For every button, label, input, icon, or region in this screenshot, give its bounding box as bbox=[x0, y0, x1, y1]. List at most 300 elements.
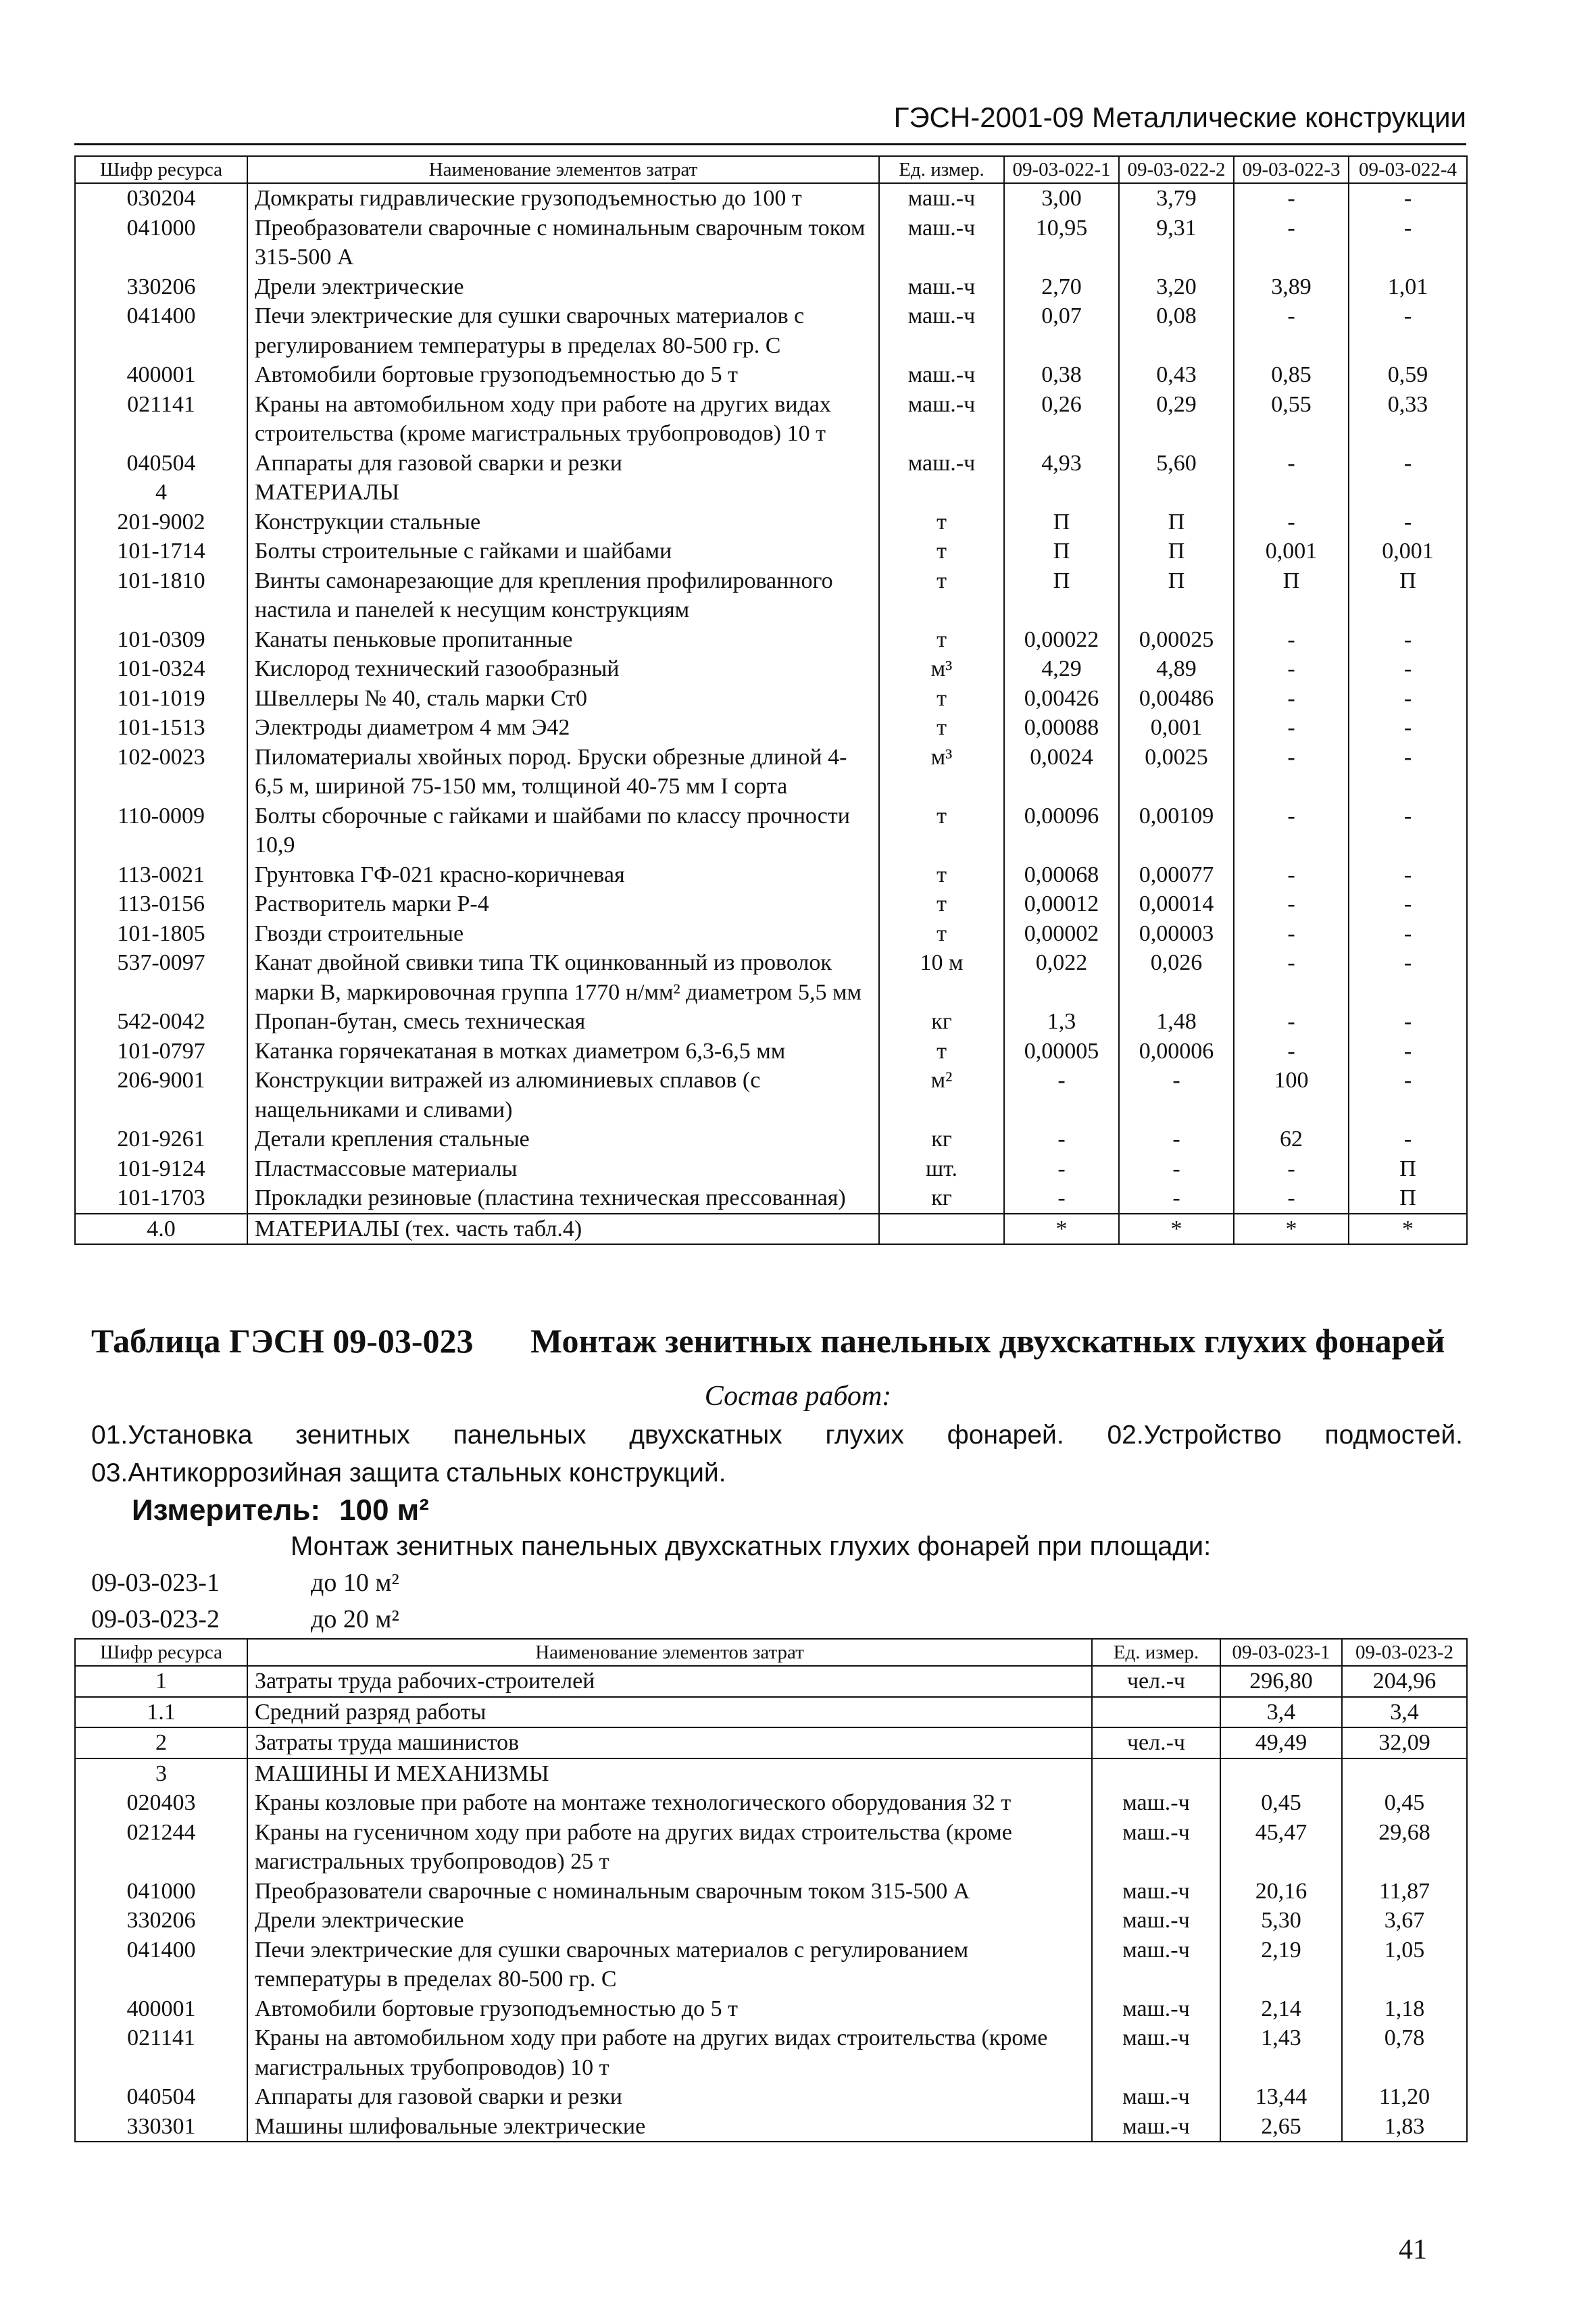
cell-value: * bbox=[1349, 1214, 1467, 1245]
table-row bbox=[75, 1877, 1467, 1906]
cell-value: - bbox=[1349, 684, 1467, 714]
cell-value: 0,43 bbox=[1119, 360, 1234, 390]
column-header: 09-03-022-1 bbox=[1004, 156, 1119, 183]
cell-unit: т bbox=[879, 684, 1004, 714]
cell-value: 296,80 bbox=[1220, 1666, 1342, 1697]
table-row bbox=[75, 1154, 1467, 1184]
cell-value: П bbox=[1004, 537, 1119, 566]
cell-value: - bbox=[1234, 713, 1349, 743]
cell-name: Кислород технический газообразный bbox=[247, 654, 879, 684]
table-row bbox=[75, 214, 1467, 272]
cell-value: 0,07 bbox=[1004, 301, 1119, 360]
variant-code: 09-03-023-1 bbox=[91, 1569, 220, 1597]
section-row bbox=[75, 478, 1467, 508]
cell-unit: т bbox=[879, 919, 1004, 949]
cell-value: 0,00077 bbox=[1119, 860, 1234, 890]
cell-value: - bbox=[1349, 1066, 1467, 1125]
cell-value: 1,05 bbox=[1342, 1936, 1467, 1994]
page-number: 41 bbox=[1399, 2234, 1427, 2265]
cell-value: П bbox=[1119, 566, 1234, 625]
table-row bbox=[75, 566, 1467, 625]
cell-value: - bbox=[1349, 1125, 1467, 1154]
cell-value: П bbox=[1234, 566, 1349, 625]
cell-value: - bbox=[1349, 508, 1467, 537]
cell-value: П bbox=[1004, 566, 1119, 625]
cell-name: Пластмассовые материалы bbox=[247, 1154, 879, 1184]
table-row bbox=[75, 449, 1467, 478]
cell-name: Пиломатериалы хвойных пород. Бруски обрезные длиной 4-6,5 м, шириной 75-150 мм, толщиной 40-75 мм I сорта bbox=[247, 743, 879, 802]
column-header: Ед. измер. bbox=[1092, 1639, 1220, 1666]
cell-name: Конструкции стальные bbox=[247, 508, 879, 537]
cell-value: 0,08 bbox=[1119, 301, 1234, 360]
cell-value: - bbox=[1119, 1125, 1234, 1154]
column-header: 09-03-023-2 bbox=[1342, 1639, 1467, 1666]
cell-code: 4.0 bbox=[75, 1214, 247, 1245]
table-row bbox=[75, 654, 1467, 684]
table-row bbox=[75, 1727, 1467, 1758]
table-row bbox=[75, 1007, 1467, 1037]
header-rule bbox=[74, 143, 1466, 145]
cell-unit: т bbox=[879, 1037, 1004, 1066]
cell-unit: маш.-ч bbox=[879, 360, 1004, 390]
cell-code: 020403 bbox=[75, 1788, 247, 1818]
cell-value: 1,43 bbox=[1220, 2023, 1342, 2082]
table-row bbox=[75, 713, 1467, 743]
table-row bbox=[75, 860, 1467, 890]
cell-value: 0,29 bbox=[1119, 390, 1234, 449]
cell-value: 0,0025 bbox=[1119, 743, 1234, 802]
cell-code: 201-9261 bbox=[75, 1125, 247, 1154]
cell-value: - bbox=[1349, 449, 1467, 478]
cell-unit: т bbox=[879, 625, 1004, 655]
cell-name: Аппараты для газовой сварки и резки bbox=[247, 449, 879, 478]
cell-value: 62 bbox=[1234, 1125, 1349, 1154]
cell-value bbox=[1119, 478, 1234, 508]
cell-value: - bbox=[1349, 713, 1467, 743]
cell-code: 041400 bbox=[75, 301, 247, 360]
table-row bbox=[75, 301, 1467, 360]
resource-table-023 bbox=[74, 1638, 1468, 2142]
cell-value: - bbox=[1234, 743, 1349, 802]
cell-value: 1,01 bbox=[1349, 272, 1467, 302]
cell-unit bbox=[879, 478, 1004, 508]
cell-unit: маш.-ч bbox=[879, 214, 1004, 272]
table-row bbox=[75, 1037, 1467, 1066]
cell-value: 11,20 bbox=[1342, 2082, 1467, 2112]
table-row bbox=[75, 1788, 1467, 1818]
cell-unit: чел.-ч bbox=[1092, 1727, 1220, 1758]
cell-code: 021141 bbox=[75, 2023, 247, 2082]
cell-value: 0,85 bbox=[1234, 360, 1349, 390]
cell-name: Винты самонарезающие для крепления профилированного настила и панелей к несущим конструкциям bbox=[247, 566, 879, 625]
cell-code: 113-0156 bbox=[75, 889, 247, 919]
cell-unit: кг bbox=[879, 1007, 1004, 1037]
cell-value: 2,19 bbox=[1220, 1936, 1342, 1994]
cell-value: 0,00003 bbox=[1119, 919, 1234, 949]
cell-code: 102-0023 bbox=[75, 743, 247, 802]
cell-unit: кг bbox=[879, 1125, 1004, 1154]
cell-code: 041400 bbox=[75, 1936, 247, 1994]
table-row bbox=[75, 1214, 1467, 1245]
table-row bbox=[75, 743, 1467, 802]
cell-value: 4,93 bbox=[1004, 449, 1119, 478]
cell-value: - bbox=[1234, 301, 1349, 360]
cell-value: - bbox=[1234, 802, 1349, 860]
column-header: 09-03-022-4 bbox=[1349, 156, 1467, 183]
cell-unit bbox=[1092, 1697, 1220, 1728]
cell-name: Детали крепления стальные bbox=[247, 1125, 879, 1154]
cell-value: 13,44 bbox=[1220, 2082, 1342, 2112]
variant-row bbox=[91, 1604, 399, 1634]
cell-value: * bbox=[1119, 1214, 1234, 1245]
table-row bbox=[75, 1994, 1467, 2024]
cell-value: 3,67 bbox=[1342, 1906, 1467, 1936]
table-row bbox=[75, 684, 1467, 714]
cell-unit: шт. bbox=[879, 1154, 1004, 1184]
cell-value: - bbox=[1349, 919, 1467, 949]
cell-value: 0,00068 bbox=[1004, 860, 1119, 890]
column-header: Наименование элементов затрат bbox=[247, 156, 879, 183]
cell-value bbox=[1220, 1758, 1342, 1789]
cell-value: - bbox=[1234, 1037, 1349, 1066]
cell-unit: кг bbox=[879, 1183, 1004, 1214]
table-row bbox=[75, 183, 1467, 214]
cell-unit: маш.-ч bbox=[879, 183, 1004, 214]
cell-value: - bbox=[1234, 919, 1349, 949]
cell-unit: чел.-ч bbox=[1092, 1666, 1220, 1697]
cell-name: Канат двойной свивки типа ТК оцинкованный из проволок марки В, маркировочная группа 1770 н/мм² диаметром 5,5 мм bbox=[247, 948, 879, 1007]
cell-unit: т bbox=[879, 802, 1004, 860]
cell-unit: маш.-ч bbox=[1092, 2023, 1220, 2082]
cell-name: Автомобили бортовые грузоподъемностью до 5 т bbox=[247, 1994, 1092, 2024]
cell-unit: т bbox=[879, 566, 1004, 625]
cell-code: 542-0042 bbox=[75, 1007, 247, 1037]
column-header: 09-03-022-3 bbox=[1234, 156, 1349, 183]
cell-code: 101-1714 bbox=[75, 537, 247, 566]
column-header: Шифр ресурса bbox=[75, 156, 247, 183]
cell-value: - bbox=[1349, 889, 1467, 919]
cell-value: - bbox=[1234, 684, 1349, 714]
table-row bbox=[75, 919, 1467, 949]
cell-code: 101-1810 bbox=[75, 566, 247, 625]
cell-code: 113-0021 bbox=[75, 860, 247, 890]
table-row bbox=[75, 625, 1467, 655]
cell-value: 3,79 bbox=[1119, 183, 1234, 214]
cell-code: 101-1703 bbox=[75, 1183, 247, 1214]
work-composition-line-2: 03.Антикоррозийная защита стальных конструкций. bbox=[91, 1458, 726, 1487]
work-composition-label: Состав работ: bbox=[704, 1381, 892, 1412]
cell-unit: маш.-ч bbox=[1092, 1936, 1220, 1994]
cell-unit: маш.-ч bbox=[1092, 2082, 1220, 2112]
cell-value: - bbox=[1234, 449, 1349, 478]
cell-value: 1,83 bbox=[1342, 2112, 1467, 2142]
cell-value: 1,18 bbox=[1342, 1994, 1467, 2024]
cell-name: Дрели электрические bbox=[247, 1906, 1092, 1936]
cell-value: 0,45 bbox=[1220, 1788, 1342, 1818]
cell-value: 204,96 bbox=[1342, 1666, 1467, 1697]
cell-unit: маш.-ч bbox=[1092, 1818, 1220, 1877]
cell-value: 0,38 bbox=[1004, 360, 1119, 390]
cell-code: 021244 bbox=[75, 1818, 247, 1877]
cell-code: 330206 bbox=[75, 272, 247, 302]
cell-code: 537-0097 bbox=[75, 948, 247, 1007]
cell-value: 0,59 bbox=[1349, 360, 1467, 390]
cell-value: 0,00486 bbox=[1119, 684, 1234, 714]
cell-value: П bbox=[1119, 508, 1234, 537]
column-header: Наименование элементов затрат bbox=[247, 1639, 1092, 1666]
cell-name: Грунтовка ГФ-021 красно-коричневая bbox=[247, 860, 879, 890]
table-row bbox=[75, 508, 1467, 537]
measure bbox=[132, 1494, 429, 1527]
cell-value: - bbox=[1234, 1183, 1349, 1214]
cell-value: - bbox=[1349, 743, 1467, 802]
table-row bbox=[75, 948, 1467, 1007]
cell-value: - bbox=[1234, 1007, 1349, 1037]
cell-value: 49,49 bbox=[1220, 1727, 1342, 1758]
cell-value: 4,29 bbox=[1004, 654, 1119, 684]
cell-unit: маш.-ч bbox=[1092, 1788, 1220, 1818]
cell-code: 330301 bbox=[75, 2112, 247, 2142]
cell-value: 0,0024 bbox=[1004, 743, 1119, 802]
cell-unit: маш.-ч bbox=[879, 449, 1004, 478]
cell-name: Дрели электрические bbox=[247, 272, 879, 302]
cell-value bbox=[1234, 478, 1349, 508]
cell-value: 10,95 bbox=[1004, 214, 1119, 272]
cell-code: 1.1 bbox=[75, 1697, 247, 1728]
cell-code: 400001 bbox=[75, 1994, 247, 2024]
cell-code: 206-9001 bbox=[75, 1066, 247, 1125]
resource-table-022 bbox=[74, 155, 1468, 1245]
cell-name: Печи электрические для сушки сварочных материалов с регулированием температуры в пределах 80-500 гр. С bbox=[247, 301, 879, 360]
cell-name: Преобразователи сварочные с номинальным сварочным током 315-500 А bbox=[247, 214, 879, 272]
cell-value: - bbox=[1119, 1066, 1234, 1125]
cell-unit: маш.-ч bbox=[879, 390, 1004, 449]
table-row bbox=[75, 537, 1467, 566]
cell-value: 20,16 bbox=[1220, 1877, 1342, 1906]
cell-unit: т bbox=[879, 537, 1004, 566]
cell-name: Автомобили бортовые грузоподъемностью до 5 т bbox=[247, 360, 879, 390]
cell-value: 2,65 bbox=[1220, 2112, 1342, 2142]
cell-value: - bbox=[1004, 1125, 1119, 1154]
cell-unit: т bbox=[879, 860, 1004, 890]
cell-value: 0,00109 bbox=[1119, 802, 1234, 860]
cell-value: 0,00022 bbox=[1004, 625, 1119, 655]
page-header: ГЭСН-2001-09 Металлические конструкции bbox=[893, 101, 1466, 133]
cell-value: * bbox=[1004, 1214, 1119, 1245]
table-row bbox=[75, 2082, 1467, 2112]
cell-value: - bbox=[1119, 1154, 1234, 1184]
variant-row bbox=[91, 1568, 399, 1598]
table-row bbox=[75, 2112, 1467, 2142]
table-title bbox=[91, 1321, 1463, 1360]
cell-value: - bbox=[1349, 654, 1467, 684]
cell-code: 030204 bbox=[75, 183, 247, 214]
section-row bbox=[75, 1758, 1467, 1789]
cell-unit: м³ bbox=[879, 743, 1004, 802]
cell-name: Домкраты гидравлические грузоподъемностью до 100 т bbox=[247, 183, 879, 214]
cell-value: - bbox=[1004, 1154, 1119, 1184]
cell-value: 0,00014 bbox=[1119, 889, 1234, 919]
cell-value: 4,89 bbox=[1119, 654, 1234, 684]
cell-value: - bbox=[1349, 860, 1467, 890]
cell-value: 0,001 bbox=[1349, 537, 1467, 566]
column-header: 09-03-023-1 bbox=[1220, 1639, 1342, 1666]
cell-unit: маш.-ч bbox=[1092, 1994, 1220, 2024]
cell-unit: т bbox=[879, 508, 1004, 537]
cell-code: 041000 bbox=[75, 1877, 247, 1906]
cell-unit: маш.-ч bbox=[1092, 2112, 1220, 2142]
cell-code: 101-1513 bbox=[75, 713, 247, 743]
work-composition-line-1: 01.Установка зенитных панельных двухскатных глухих фонарей. 02.Устройство подмостей. bbox=[91, 1421, 1463, 1450]
table-row bbox=[75, 360, 1467, 390]
cell-value: 3,00 bbox=[1004, 183, 1119, 214]
cell-name: Затраты труда рабочих-строителей bbox=[247, 1666, 1092, 1697]
cell-name: Печи электрические для сушки сварочных материалов с регулированием температуры в пределах 80-500 гр. С bbox=[247, 1936, 1092, 1994]
cell-name: МАТЕРИАЛЫ (тех. часть табл.4) bbox=[247, 1214, 879, 1245]
cell-value: 11,87 bbox=[1342, 1877, 1467, 1906]
cell-name: Конструкции витражей из алюминиевых сплавов (с нащельниками и сливами) bbox=[247, 1066, 879, 1125]
cell-value: - bbox=[1349, 1007, 1467, 1037]
column-header: Шифр ресурса bbox=[75, 1639, 247, 1666]
cell-value: 0,026 bbox=[1119, 948, 1234, 1007]
cell-name: Средний разряд работы bbox=[247, 1697, 1092, 1728]
cell-code: 3 bbox=[75, 1758, 247, 1789]
cell-value: - bbox=[1234, 860, 1349, 890]
cell-value: П bbox=[1349, 1154, 1467, 1184]
cell-name: Прокладки резиновые (пластина техническая прессованная) bbox=[247, 1183, 879, 1214]
cell-value: 3,89 bbox=[1234, 272, 1349, 302]
table-row bbox=[75, 1666, 1467, 1697]
cell-value: 0,022 bbox=[1004, 948, 1119, 1007]
table-row bbox=[75, 2023, 1467, 2082]
cell-name: Гвозди строительные bbox=[247, 919, 879, 949]
cell-unit bbox=[879, 1214, 1004, 1245]
cell-name: МАТЕРИАЛЫ bbox=[247, 478, 879, 508]
cell-value bbox=[1004, 478, 1119, 508]
cell-code: 1 bbox=[75, 1666, 247, 1697]
cell-value: - bbox=[1234, 654, 1349, 684]
cell-value: 0,33 bbox=[1349, 390, 1467, 449]
cell-value: - bbox=[1349, 301, 1467, 360]
measure-description: Монтаж зенитных панельных двухскатных глухих фонарей при площади: bbox=[291, 1531, 1212, 1561]
cell-code: 110-0009 bbox=[75, 802, 247, 860]
cell-value: 0,55 bbox=[1234, 390, 1349, 449]
cell-value: 45,47 bbox=[1220, 1818, 1342, 1877]
cell-value: - bbox=[1234, 1154, 1349, 1184]
cell-code: 040504 bbox=[75, 449, 247, 478]
table-row bbox=[75, 1936, 1467, 1994]
cell-name: МАШИНЫ И МЕХАНИЗМЫ bbox=[247, 1758, 1092, 1789]
cell-value: 0,00006 bbox=[1119, 1037, 1234, 1066]
cell-value: - bbox=[1234, 183, 1349, 214]
cell-value: 29,68 bbox=[1342, 1818, 1467, 1877]
cell-value: 0,26 bbox=[1004, 390, 1119, 449]
cell-name: Краны на автомобильном ходу при работе на других видах строительства (кроме магистральных трубопроводов) 10 т bbox=[247, 390, 879, 449]
cell-unit: маш.-ч bbox=[879, 272, 1004, 302]
cell-name: Болты строительные с гайками и шайбами bbox=[247, 537, 879, 566]
cell-value: 0,00005 bbox=[1004, 1037, 1119, 1066]
cell-code: 101-0309 bbox=[75, 625, 247, 655]
cell-name: Пропан-бутан, смесь техническая bbox=[247, 1007, 879, 1037]
cell-unit: м³ bbox=[879, 654, 1004, 684]
cell-unit: маш.-ч bbox=[1092, 1877, 1220, 1906]
cell-value: - bbox=[1349, 948, 1467, 1007]
cell-value: 32,09 bbox=[1342, 1727, 1467, 1758]
cell-name: Краны на гусеничном ходу при работе на других видах строительства (кроме магистральных трубопроводов) 25 т bbox=[247, 1818, 1092, 1877]
cell-name: Затраты труда машинистов bbox=[247, 1727, 1092, 1758]
cell-code: 2 bbox=[75, 1727, 247, 1758]
cell-name: Краны козловые при работе на монтаже технологического оборудования 32 т bbox=[247, 1788, 1092, 1818]
cell-value: П bbox=[1119, 537, 1234, 566]
table-row bbox=[75, 1818, 1467, 1877]
cell-code: 101-1805 bbox=[75, 919, 247, 949]
cell-name: Аппараты для газовой сварки и резки bbox=[247, 2082, 1092, 2112]
cell-unit: т bbox=[879, 713, 1004, 743]
table-header-row bbox=[75, 156, 1467, 183]
cell-value: П bbox=[1349, 566, 1467, 625]
cell-value: 0,00096 bbox=[1004, 802, 1119, 860]
cell-code: 330206 bbox=[75, 1906, 247, 1936]
cell-code: 400001 bbox=[75, 360, 247, 390]
cell-name: Болты сборочные с гайками и шайбами по классу прочности 10,9 bbox=[247, 802, 879, 860]
table-code: Таблица ГЭСН 09-03-023 bbox=[91, 1322, 474, 1360]
cell-value: 0,00012 bbox=[1004, 889, 1119, 919]
variant-code: 09-03-023-2 bbox=[91, 1605, 220, 1633]
table-row bbox=[75, 1697, 1467, 1728]
table-row bbox=[75, 1125, 1467, 1154]
cell-value: 0,001 bbox=[1119, 713, 1234, 743]
cell-value: - bbox=[1349, 183, 1467, 214]
cell-value: 0,78 bbox=[1342, 2023, 1467, 2082]
cell-code: 101-9124 bbox=[75, 1154, 247, 1184]
cell-code: 040504 bbox=[75, 2082, 247, 2112]
cell-value bbox=[1342, 1758, 1467, 1789]
cell-value: - bbox=[1234, 889, 1349, 919]
cell-value: - bbox=[1234, 214, 1349, 272]
table-row bbox=[75, 802, 1467, 860]
cell-value: 0,00426 bbox=[1004, 684, 1119, 714]
table-row bbox=[75, 889, 1467, 919]
cell-value: - bbox=[1349, 1037, 1467, 1066]
cell-code: 021141 bbox=[75, 390, 247, 449]
table-row bbox=[75, 272, 1467, 302]
cell-name: Катанка горячекатаная в мотках диаметром 6,3-6,5 мм bbox=[247, 1037, 879, 1066]
cell-name: Растворитель марки Р-4 bbox=[247, 889, 879, 919]
cell-name: Краны на автомобильном ходу при работе на других видах строительства (кроме магистральных трубопроводов) 10 т bbox=[247, 2023, 1092, 2082]
cell-value: 3,4 bbox=[1342, 1697, 1467, 1728]
cell-code: 101-0797 bbox=[75, 1037, 247, 1066]
cell-unit bbox=[1092, 1758, 1220, 1789]
cell-value: - bbox=[1234, 948, 1349, 1007]
cell-value: 0,45 bbox=[1342, 1788, 1467, 1818]
cell-value: 9,31 bbox=[1119, 214, 1234, 272]
cell-value: - bbox=[1349, 625, 1467, 655]
cell-value: - bbox=[1234, 508, 1349, 537]
cell-value: 5,30 bbox=[1220, 1906, 1342, 1936]
cell-value: П bbox=[1004, 508, 1119, 537]
cell-value: 1,3 bbox=[1004, 1007, 1119, 1037]
cell-value: 5,60 bbox=[1119, 449, 1234, 478]
cell-name: Канаты пеньковые пропитанные bbox=[247, 625, 879, 655]
table-row bbox=[75, 1066, 1467, 1125]
cell-value: 0,00088 bbox=[1004, 713, 1119, 743]
cell-code: 4 bbox=[75, 478, 247, 508]
table-name: Монтаж зенитных панельных двухскатных глухих фонарей bbox=[530, 1322, 1445, 1360]
cell-value: * bbox=[1234, 1214, 1349, 1245]
measure-label: Измеритель: bbox=[132, 1494, 321, 1527]
cell-name: Электроды диаметром 4 мм Э42 bbox=[247, 713, 879, 743]
cell-value: - bbox=[1349, 802, 1467, 860]
